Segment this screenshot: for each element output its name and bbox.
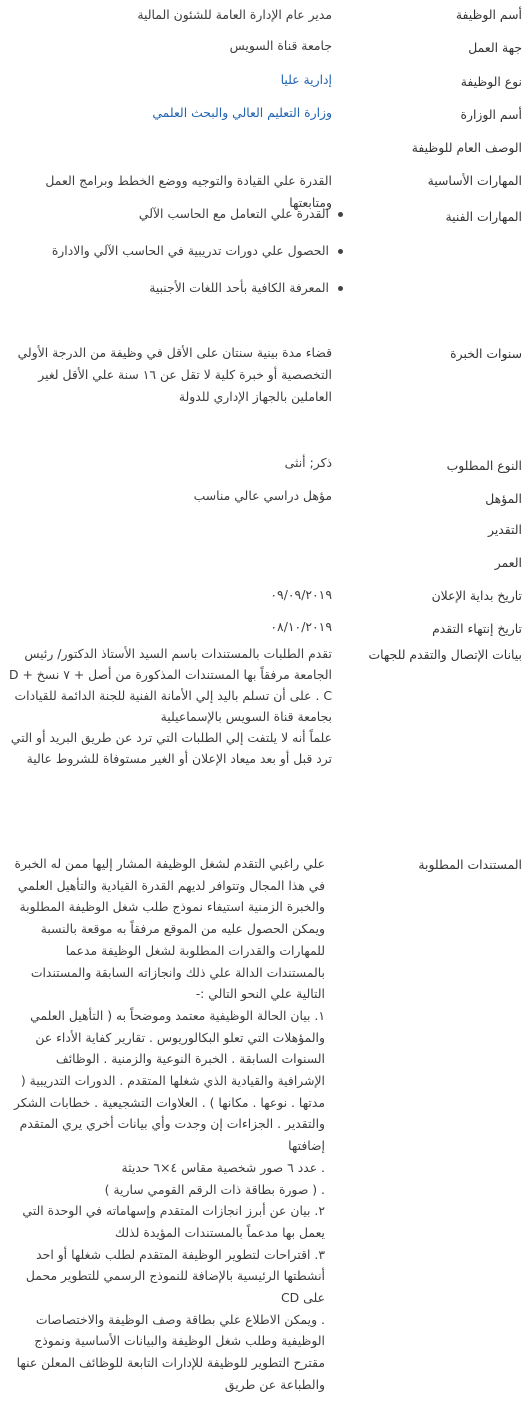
contact-paragraph: تقدم الطلبات بالمستندات باسم السيد الأستاذ الدكتور/ رئيس الجامعة مرفقاً بها المستندات المذكورة من أصل + ٧ نسخ + D . C على أن تسلم باليد إلي الأمانة الفنية للجنة الدائمة للقيادات بجامعة قناة السويس بالإسماعيلية <box>8 646 332 724</box>
qualification-label: المؤهل <box>485 491 522 506</box>
announcement-start-label: تاريخ بداية الإعلان <box>431 588 522 603</box>
employer-value: جامعة قناة السويس <box>229 38 332 53</box>
application-end-value: ٠٨/١٠/٢٠١٩ <box>270 619 332 634</box>
experience-label: سنوات الخبرة <box>450 346 522 361</box>
announcement-start-value: ٠٩/٠٩/٢٠١٩ <box>270 587 332 602</box>
list-item: القدرة علي التعامل مع الحاسب الآلي <box>5 204 345 224</box>
ministry-label: أسم الوزارة <box>460 107 522 122</box>
documents-paragraph: ٣. اقتراحات لتطوير الوظيفة المتقدم لطلب شغلها أو احد أنشطتها الرئيسية بالإضافة للنموذج الرسمي للتطوير محمل على CD <box>25 1246 325 1306</box>
technical-skills-list <box>5 204 345 315</box>
core-skills-value: القدرة علي القيادة والتوجيه ووضع الخطط وبرامج العمل ومتابعتها <box>45 173 332 210</box>
age-label: العمر <box>494 555 522 570</box>
contact-label: بيانات الإتصال والتقدم للجهات <box>368 647 522 662</box>
job-title-label: أسم الوظيفة <box>455 7 522 22</box>
list-item: الحصول علي دورات تدريبية في الحاسب الآلي والادارة <box>5 241 345 261</box>
job-type-label: نوع الوظيفة <box>460 74 522 89</box>
list-item: المعرفة الكافية بأحد اللغات الأجنبية <box>5 278 345 298</box>
job-title-value: مدير عام الإدارة العامة للشئون المالية <box>137 7 332 22</box>
application-end-label: تاريخ إنتهاء التقدم <box>432 621 522 636</box>
documents-paragraph: علي راغبي التقدم لشغل الوظيفة المشار إليها ممن له الخبرة في هذا المجال وتتوافر لديهم القدرة القيادية والتأهيل العلمي والخبرة الزمنية استيفاء نموذج طلب شغل الوظيفة المطلوبة ويمكن الحصول عليه من الموقع مرفقاً به موقعة بالنسبة للمهارات والقدرات المطلوبة لشغل الوظيفة مدعما بالمستندات الدالة علي ذلك وانجازاته السابقة والمستندات التالية علي النحو التالي :- <box>14 856 325 1002</box>
general-description-label: الوصف العام للوظيفة <box>411 140 522 155</box>
required-documents-value <box>5 853 325 1396</box>
documents-paragraph: ٢. بيان عن أبرز انجازات المتقدم وإسهاماته في الوحدة التي يعمل بها مدعماً بالمستندات المؤيدة لذلك <box>22 1203 325 1240</box>
ministry-link[interactable]: وزارة التعليم العالي والبحث العلمي <box>152 105 332 120</box>
contact-paragraph: علماً أنه لا يلتفت إلي الطلبات التي ترد عن طريق البريد أو التي ترد قبل أو بعد ميعاد الإعلان أو الغير مستوفاة للشروط عالية <box>10 730 332 766</box>
core-skills-label: المهارات الأساسية <box>427 173 522 188</box>
gender-label: النوع المطلوب <box>446 458 522 473</box>
grade-label: التقدير <box>487 522 522 537</box>
experience-value: قضاء مدة بينية سنتان على الأقل في وظيفة من الدرجة الأولي التخصصية أو خبرة كلية لا تقل عن ١٦ سنة علي الأقل لغير العاملين بالجهاز الإداري للدولة <box>17 345 332 404</box>
gender-value: ذكر; أنثى <box>284 455 332 470</box>
qualification-value: مؤهل دراسي عالي مناسب <box>193 488 332 503</box>
technical-skills-label: المهارات الفنية <box>445 209 522 224</box>
employer-label: جهة العمل <box>468 40 522 55</box>
documents-paragraph: . ( صورة بطاقة ذات الرقم القومي سارية ) <box>104 1181 325 1197</box>
contact-value <box>2 643 332 769</box>
job-type-link[interactable]: إدارية عليا <box>280 72 332 87</box>
documents-paragraph: . ويمكن الاطلاع علي بطاقة وصف الوظيفة والاختصاصات الوظيفية وطلب شغل الوظيفة والبيانات الأساسية ونموذج مقترح التطوير للوظيفة للإدارات التابعة للوظائف المعلن عنها والطباعة عن طريق <box>16 1311 325 1392</box>
documents-paragraph: ١. بيان الحالة الوظيفية معتمد وموضحاً به ( التأهيل العلمي والمؤهلات التي تعلو البكالوريوس . تقارير كفاية الأداء عن السنوات السابقة . الخبرة النوعية والزمنية . الوظائف الإشرافية والقيادية الذي شغلها المتقدم . الدورات التدريبية ( مدتها . نوعها . مكانها ) . العلاوات التشجيعية . خطابات الشكر والتقدير . الجزاءات إن وجدت وأي بيانات أخري يري المتقدم إضافتها <box>13 1007 325 1154</box>
required-documents-label: المستندات المطلوبة <box>418 857 522 872</box>
documents-paragraph: . عدد ٦ صور شخصية مقاس ٤×٦ حديثة <box>121 1159 325 1175</box>
